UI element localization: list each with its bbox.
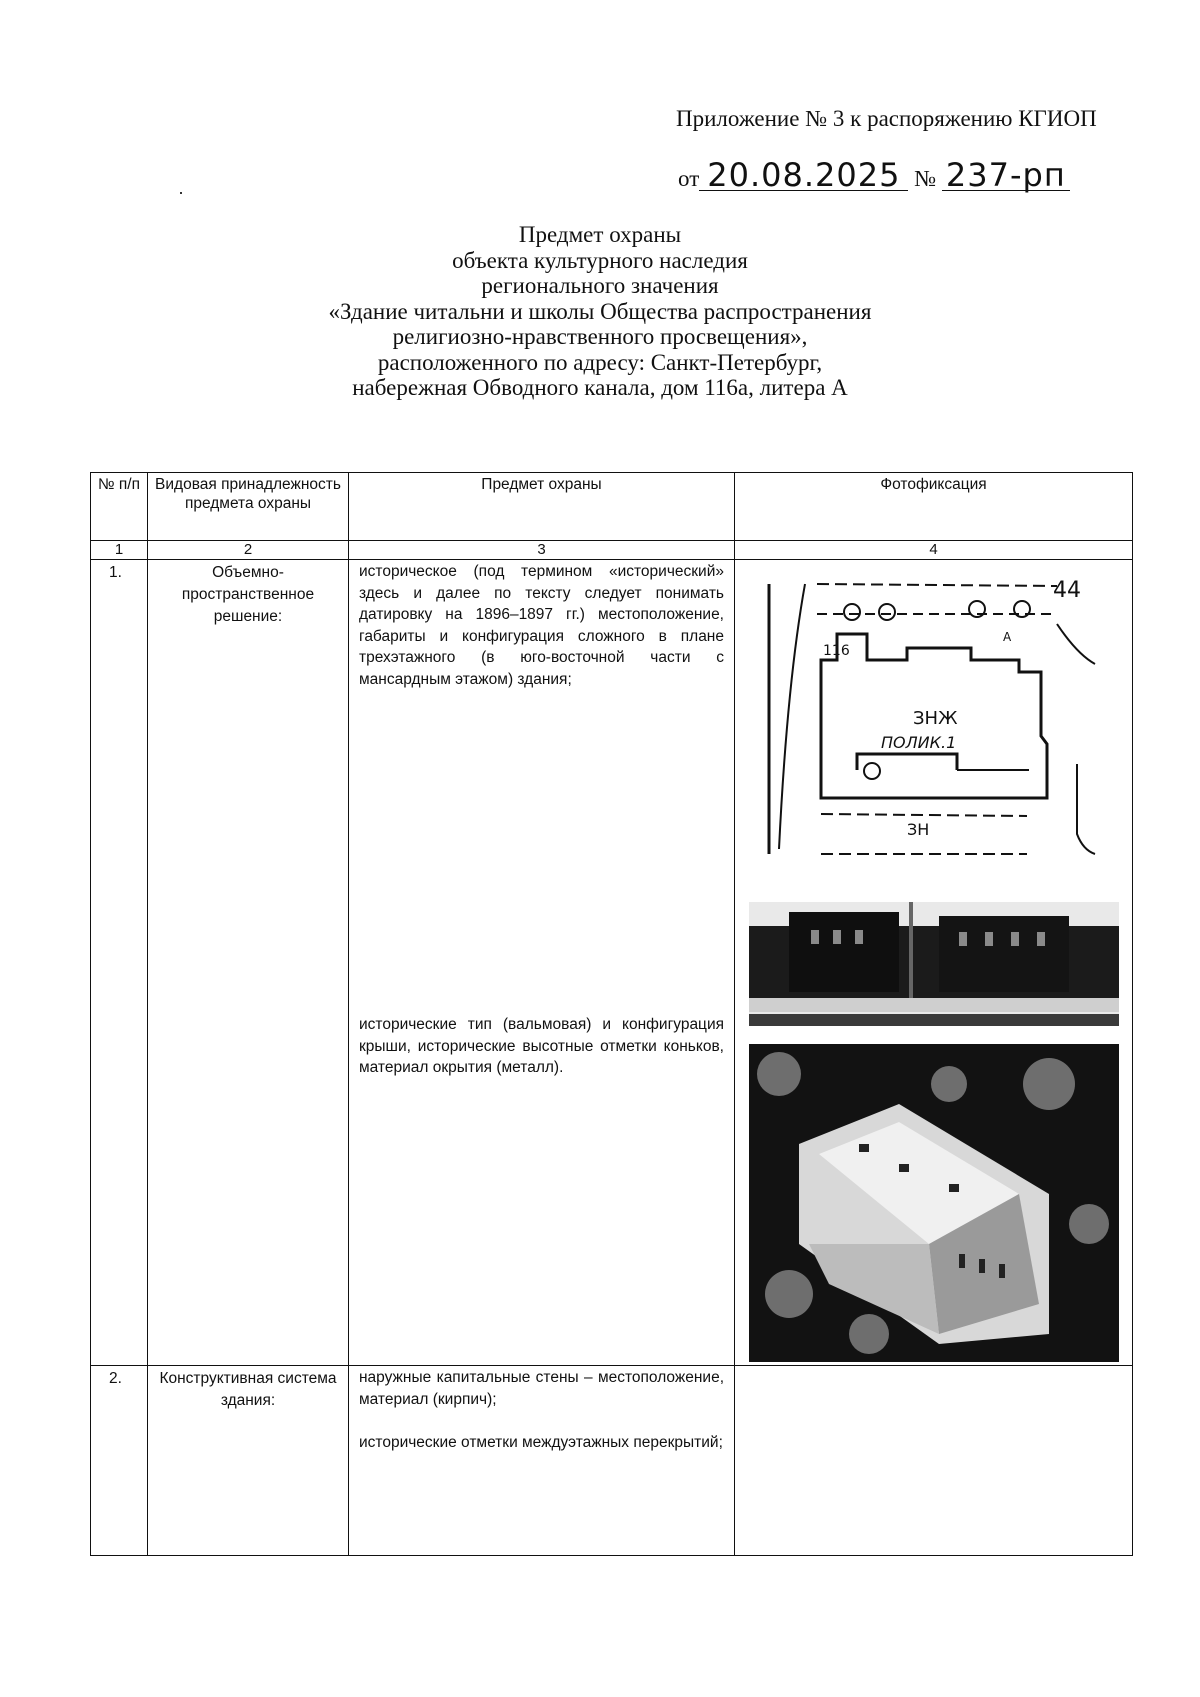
subject-text: исторические тип (вальмовая) и конфигурация крыши, исторические высотные отметки коньков, материал окрытия (металл). — [359, 1016, 724, 1076]
heading-line: «Здание читальни и школы Общества распространения — [328, 298, 872, 324]
plan-label: ЗНЖ — [913, 708, 958, 729]
row-number: 1. — [91, 560, 148, 1366]
heading-line: Предмет охраны — [518, 222, 682, 247]
heading-line: набережная Обводного канала, дом 116а, литера А — [352, 375, 848, 400]
heading-line: объекта культурного наследия — [452, 247, 748, 273]
scan-speck — [180, 192, 182, 194]
column-number-row — [91, 541, 1133, 560]
heading-line: регионального значения — [481, 273, 719, 298]
row-subject — [349, 560, 735, 1366]
row-number: 2. — [91, 1366, 148, 1556]
aerial-photo-render — [749, 1044, 1119, 1362]
appendix-caption: Приложение № 3 к распоряжению КГИОП — [676, 106, 1097, 131]
row-kind: Объемно-пространственное решение: — [148, 560, 349, 1366]
order-number: 237-рп — [942, 160, 1070, 191]
order-reference — [678, 156, 1070, 194]
row-kind: Конструктивная система здания: — [148, 1366, 349, 1556]
plan-label: ПОЛИК.1 — [881, 733, 957, 752]
facade-photo-render — [749, 902, 1119, 1026]
aerial-photo — [749, 1044, 1119, 1362]
table-row — [91, 1366, 1133, 1556]
plan-label: 116 — [823, 643, 850, 659]
table-header-row — [91, 473, 1133, 541]
plan-label: А — [1003, 630, 1012, 644]
column-header-kind: Видовая принадлежность предмета охраны — [148, 473, 349, 541]
subject-text: исторические отметки междуэтажных перекрытий; — [359, 1434, 723, 1451]
row-photos — [735, 560, 1133, 1366]
row-subject — [349, 1366, 735, 1556]
order-prefix: от — [678, 166, 700, 191]
order-number-label: № — [914, 166, 937, 191]
column-number: 4 — [735, 541, 1133, 560]
subject-text: наружные капитальные стены – местоположение, материал (кирпич); — [359, 1369, 724, 1408]
column-number: 2 — [148, 541, 349, 560]
site-plan-drawing — [757, 564, 1097, 856]
heading-line: религиозно-нравственного просвещения», — [392, 324, 808, 349]
column-header-photo: Фотофиксация — [735, 473, 1133, 541]
plan-label: 44 — [1053, 578, 1081, 603]
document-heading — [300, 222, 900, 401]
order-date: 20.08.2025 — [699, 160, 908, 191]
table-row — [91, 560, 1133, 1366]
facade-photo — [749, 902, 1119, 1026]
plan-label: ЗН — [907, 820, 930, 839]
column-header-number: № п/п — [91, 473, 148, 541]
protection-table — [90, 472, 1133, 1556]
subject-text: историческое (под термином «исторический» здесь и далее по тексту следует понимать датировку на 1896–1897 гг.) местоположение, габариты и конфигурация сложного в плане трехэтажного (в юго-восточной части с мансардным этажом) здания; — [359, 563, 724, 688]
row-photos-empty — [735, 1366, 1133, 1556]
column-number: 3 — [349, 541, 735, 560]
column-number: 1 — [91, 541, 148, 560]
column-header-subject: Предмет охраны — [349, 473, 735, 541]
heading-line: расположенного по адресу: Санкт-Петербург, — [377, 349, 823, 375]
site-plan-image — [757, 564, 1097, 856]
